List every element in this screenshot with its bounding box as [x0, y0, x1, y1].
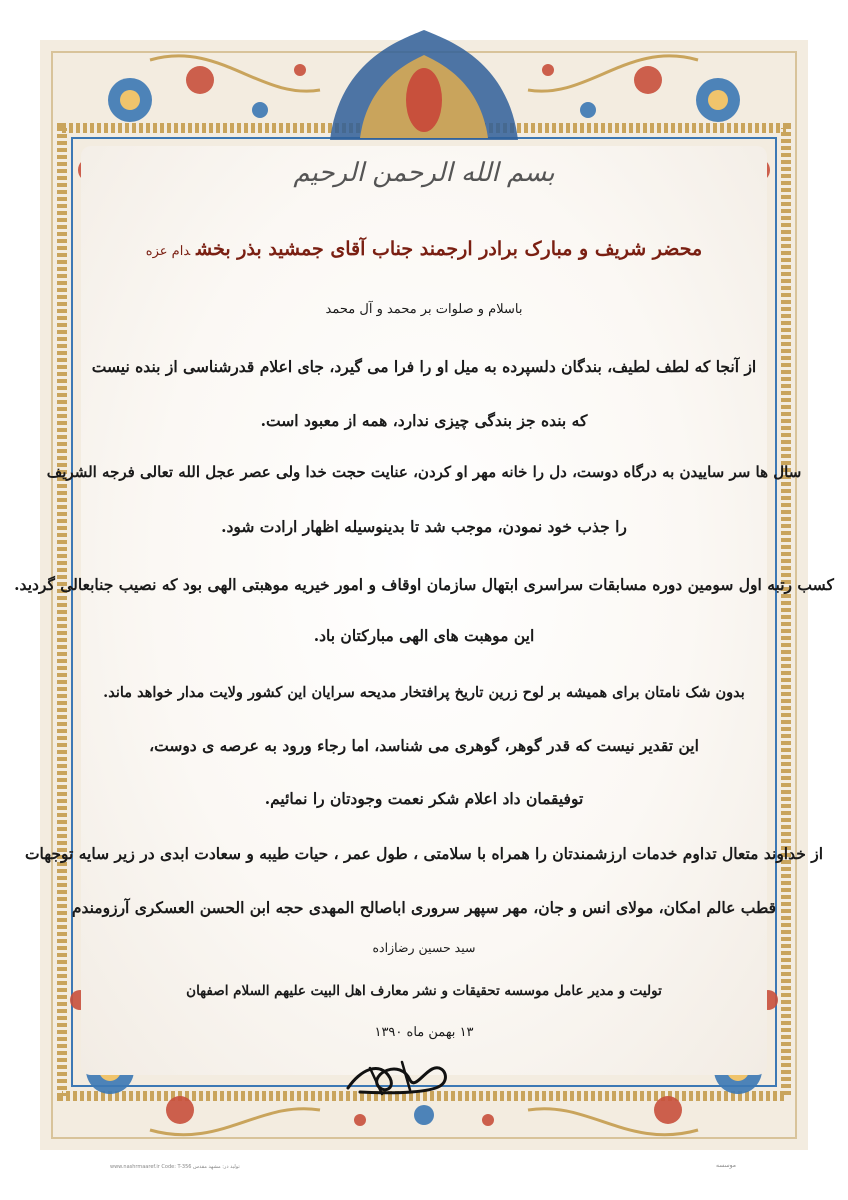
- signatory-title: تولیت و مدیر عامل موسسه تحقیقات و نشر معارف اهل البیت علیهم السلام اصفهان: [186, 983, 662, 999]
- body-line: بدون شک نامتان برای همیشه بر لوح زرین تاریخ پرافتخار مدیحه سرایان این کشور ولایت مدار خواهد ماند.: [103, 684, 745, 701]
- signature-icon: [340, 1050, 465, 1100]
- body-line: سال ها سر ساییدن به درگاه دوست، دل را خانه مهر او کردن، عنایت حجت خدا ولی عصر عجل الله تعالی فرجه الشریف: [46, 463, 802, 481]
- content-panel: [81, 146, 767, 1075]
- issue-date: ۱۳ بهمن ماه ۱۳۹۰: [374, 1025, 474, 1040]
- greeting: باسلام و صلوات بر محمد و آل محمد: [325, 302, 523, 317]
- address-tail: دام عزه: [145, 244, 191, 259]
- body-line: این تقدیر نیست که قدر گوهر، گوهری می شناسد، اما رجاء ورود به عرصه ی دوست،: [149, 736, 699, 755]
- body-line: از خداوند متعال تداوم خدمات ارزشمندتان را همراه با سلامتی ، طول عمر ، حیات طیبه و سعادت ابدی در زیر سایه توجهات: [24, 844, 824, 863]
- body-line: این موهبت های الهی مبارکتان باد.: [313, 626, 535, 645]
- body-line: از آنجا که لطف لطیف، بندگان دلسپرده به میل او را فرا می گیرد، جای اعلام قدرشناسی از بنده نیست: [91, 357, 757, 376]
- basmala: بسم الله الرحمن الرحیم: [293, 158, 555, 188]
- address-line: [0, 238, 848, 260]
- footer-mark: موسسه: [716, 1162, 736, 1169]
- body-line: که بنده جز بندگی چیزی ندارد، همه از معبود است.: [260, 411, 588, 430]
- body-line: کسب رتبه اول سومین دوره مسابقات سراسری ابتهال سازمان اوقاف و امور خیریه موهبتی الهی بود که نصیب جنابعالی گردید.: [14, 575, 834, 594]
- body-line: را جذب خود نمودن، موجب شد تا بدینوسیله اظهار ارادت شود.: [221, 517, 627, 536]
- signatory-name: سید حسین رضازاده: [372, 940, 476, 955]
- footer-info: www.nashrmaaref.ir Code: T-356 تولید در: مشهد مقدس: [110, 1164, 240, 1170]
- body-line: توفیقمان داد اعلام شکر نعمت وجودتان را نمائیم.: [264, 789, 584, 808]
- body-line: قطب عالم امکان، مولای انس و جان، مهر سپهر سروری اباصالح المهدی حجه ابن الحسن العسکری آرزومندم: [71, 898, 777, 917]
- address-text: محضر شریف و مبارک برادر ارجمند جناب آقای جمشید بذر بخش: [196, 238, 703, 260]
